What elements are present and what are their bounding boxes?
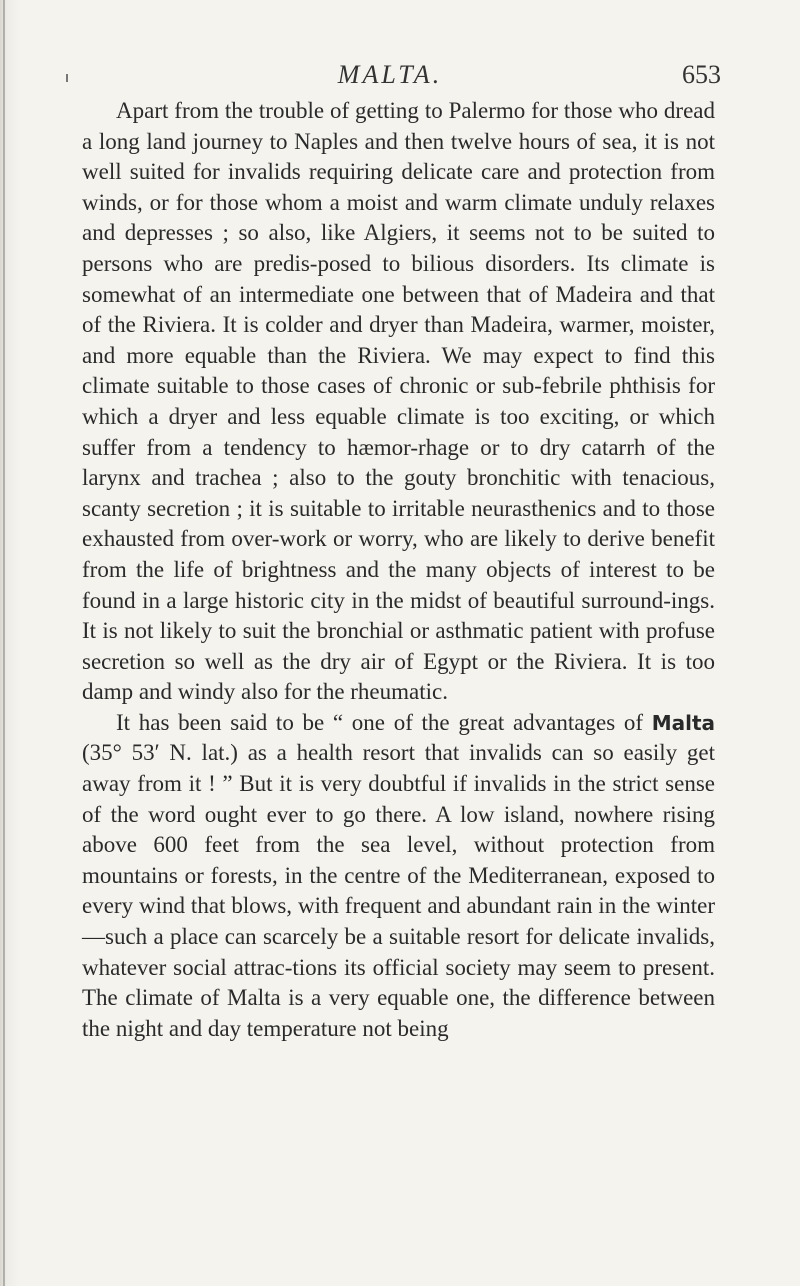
- paragraph-2-lead: It has been said to be “ one of the great advantages of: [116, 709, 652, 735]
- print-mark: [66, 74, 68, 82]
- body-text: [82, 96, 715, 1044]
- page-number: 653: [682, 60, 721, 89]
- paragraph-2-rest: (35° 53′ N. lat.) as a health resort that invalids can so easily get away from it ! ” But it is very doubtful if invalids in the strict sense of the word ought ever to go there. A low island, nowhere rising above 600 feet from the sea level, without protection from mountains or forests, in the centre of the Mediterranean, exposed to every wind that blows, with frequent and abundant rain in the winter—such a place can scarcely be a suitable resort for delicate invalids, whatever social attrac-tions its official society may seem to present. The climate of Malta is a very equable one, the difference between the night and day temperature not being: [82, 740, 715, 1041]
- running-title: MALTA.: [337, 60, 443, 89]
- paragraph-2: [82, 708, 715, 1045]
- paragraph-2-bold-term: Malta: [651, 710, 715, 735]
- running-head: [0, 60, 800, 100]
- page-binding-edge: [3, 0, 5, 1286]
- paragraph-1: Apart from the trouble of getting to Palermo for those who dread a long land journey to Naples and then twelve hours of sea, it is not well suited for invalids requiring delicate care and protection from winds, or for those whom a moist and warm climate unduly relaxes and depresses ; so also, like Algiers, it seems not to be suited to persons who are predis-posed to bilious disorders. Its climate is somewhat of an intermediate one between that of Madeira and that of the Riviera. It is colder and dryer than Madeira, warmer, moister, and more equable than the Riviera. We may expect to find this climate suitable to those cases of chronic or sub-febrile phthisis for which a dryer and less equable climate is too exciting, or which suffer from a tendency to hæmor-rhage or to dry catarrh of the larynx and trachea ; also to the gouty bronchitic with tenacious, scanty secretion ; it is suitable to irritable neurasthenics and to those exhausted from over-work or worry, who are likely to derive benefit from the life of brightness and the many objects of interest to be found in a large historic city in the midst of beautiful surround-ings. It is not likely to suit the bronchial or asthmatic patient with profuse secretion so well as the dry air of Egypt or the Riviera. It is too damp and windy also for the rheumatic.: [82, 98, 715, 705]
